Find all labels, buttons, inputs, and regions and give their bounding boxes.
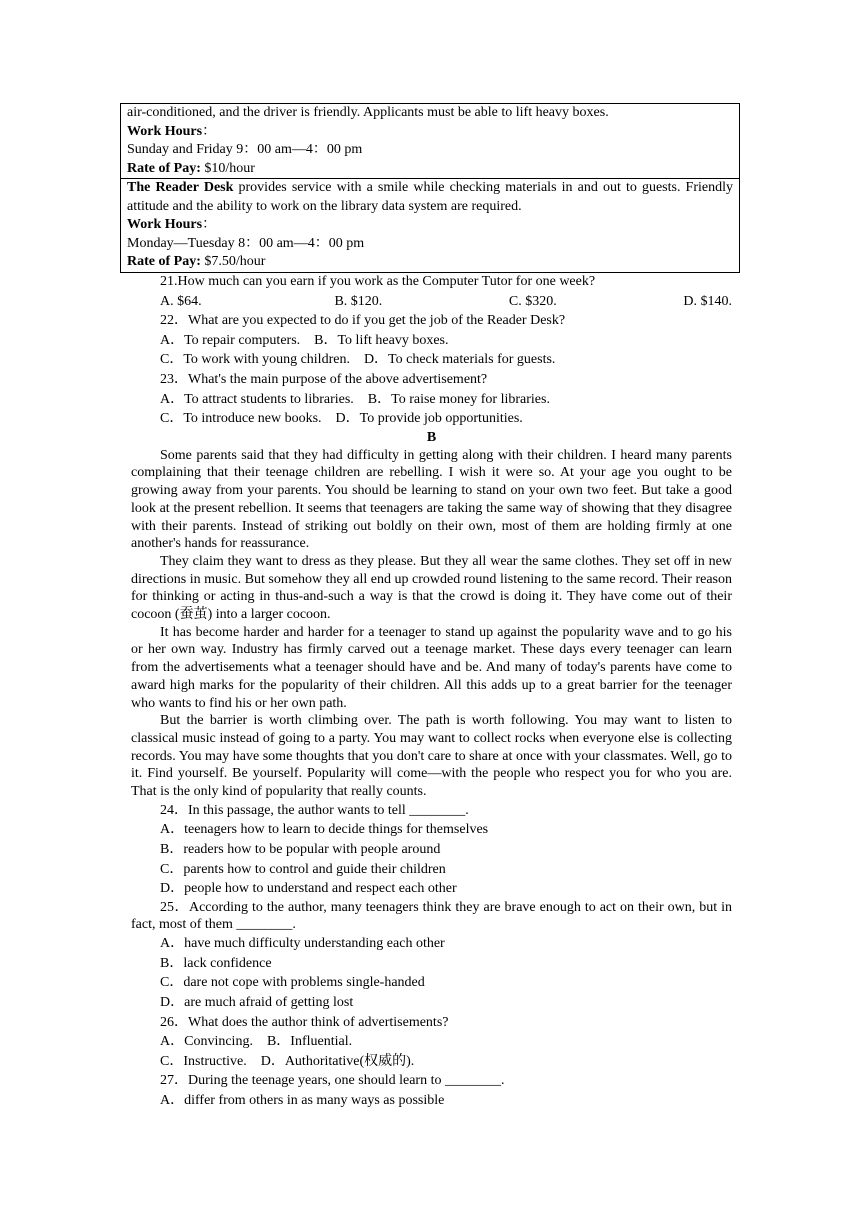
- option-a: A．teenagers how to learn to decide things for themselves: [160, 822, 489, 838]
- option-c: C．dare not cope with problems single-handed: [160, 975, 425, 991]
- question-22-stem: 22．What are you expected to do if you get the job of the Reader Desk?: [160, 313, 566, 329]
- ad-text: air-conditioned, and the driver is friendly. Applicants must be able to lift heavy boxes.: [127, 105, 609, 120]
- question-27-stem: 27．During the teenage years, one should learn to ________.: [160, 1073, 505, 1089]
- work-hours-label: Work Hours：: [127, 217, 217, 232]
- ad-text: The Reader Desk provides service with a smile while checking materials in and out to guests. Friendly attitude and the ability to work on the library data system are required.: [127, 180, 733, 214]
- question-26-options-ab: A．Convincing. B．Influential.: [160, 1034, 353, 1050]
- option-d: D．are much afraid of getting lost: [160, 994, 354, 1010]
- option-b: B．readers how to be popular with people around: [160, 842, 441, 857]
- ad-cell-reader-desk: [121, 178, 739, 272]
- ad-cell-previous-job: [121, 104, 739, 178]
- passage-paragraph: It has become harder and harder for a teenager to stand up against the popularity wave and to go his or her own way. Industry has firmly carved out a teenage market. These days every teenager can learn from the advertisements what a teenager should have and be. And many of today's parents have come to award high marks for the popularity of their children. All this adds up to a great barrier for the teenager who wants to find his or her own path.: [131, 624, 732, 711]
- question-24-stem: 24．In this passage, the author wants to tell ________.: [160, 802, 469, 818]
- question-21-options: [131, 292, 732, 312]
- question-23-stem: 23．What's the main purpose of the above advertisement?: [160, 371, 488, 387]
- question-23-options-ab: A．To attract students to libraries. B．To raise money for libraries.: [160, 391, 550, 407]
- rate-of-pay: Rate of Pay: $10/hour: [127, 160, 255, 176]
- passage-paragraph: But the barrier is worth climbing over. The path is worth following. You may want to listen to classical music instead of going to a party. You may want to collect rocks when everyone else is collecting records. You may have some thoughts that you don't care to share at once with your classmates. Well, go to it. Find yourself. Be yourself. Popularity will come—with the people who respect you for who you are. That is the only kind of popularity that really counts.: [131, 713, 732, 800]
- option-a: A. $64.: [160, 293, 202, 309]
- exam-body: [131, 272, 732, 1111]
- option-c: C．parents how to control and guide their children: [160, 861, 446, 877]
- option-c: C. $320.: [508, 293, 557, 309]
- work-hours-value: Sunday and Friday 9：00 am—4：00 pm: [127, 142, 363, 157]
- option-a: A．differ from others in as many ways as possible: [160, 1092, 445, 1108]
- option-d: D. $140.: [683, 293, 732, 309]
- question-21-stem: 21.How much can you earn if you work as the Computer Tutor for one week?: [160, 274, 596, 289]
- rate-of-pay: Rate of Pay: $7.50/hour: [127, 254, 266, 269]
- question-26-options-cd: C．Instructive. D．Authoritative(权威的).: [160, 1053, 415, 1069]
- option-d: D．people how to understand and respect each other: [160, 881, 457, 897]
- passage-paragraph: They claim they want to dress as they please. But they all wear the same clothes. They set off in new directions in music. But somehow they all end up crowded round listening to the same record. Their reason for thinking or acting in thus-and-such a way is that the crowd is doing it. They have come out of their cocoon (蚕茧) into a larger cocoon.: [131, 553, 732, 623]
- question-25-stem: 25．According to the author, many teenagers think they are brave enough to act on their own, but in fact, most of them ________.: [131, 899, 732, 933]
- question-22-options-cd: C．To work with young children. D．To check materials for guests.: [160, 352, 556, 368]
- job-ad-table: [120, 103, 740, 273]
- option-a: A．have much difficulty understanding each other: [160, 936, 445, 952]
- work-hours-label: Work Hours：: [127, 123, 217, 139]
- passage-paragraph: Some parents said that they had difficulty in getting along with their children. I heard many parents complaining that their teenage children are rebelling. I wish it were so. At your age you ought to be growing away from your parents. You should be learning to stand on your own two feet. But take a good look at the present rebellion. It seems that teenagers are taking the same way of showing that they disagree with their parents. Instead of striking out boldly on their own, most of them are holding firmly at one another's hands for reassurance.: [131, 447, 732, 552]
- section-heading: B: [426, 429, 437, 445]
- question-23-options-cd: C．To introduce new books. D．To provide job opportunities.: [160, 411, 523, 427]
- question-22-options-ab: A．To repair computers. B．To lift heavy boxes.: [160, 332, 449, 348]
- question-26-stem: 26．What does the author think of advertisements?: [160, 1014, 449, 1030]
- option-b: B. $120.: [334, 293, 383, 309]
- work-hours-value: Monday—Tuesday 8：00 am—4：00 pm: [127, 235, 365, 251]
- option-b: B．lack confidence: [160, 955, 272, 971]
